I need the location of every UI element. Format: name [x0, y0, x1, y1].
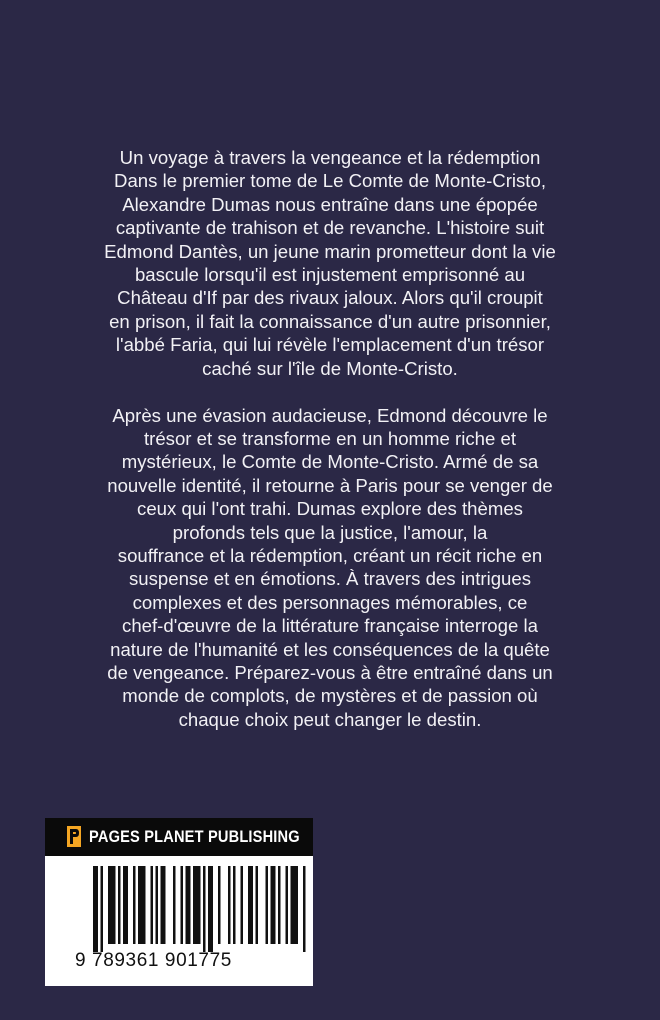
barcode-bar: [101, 866, 104, 952]
barcode-bar: [108, 866, 116, 944]
barcode-bar: [233, 866, 236, 944]
barcode-bar: [303, 866, 306, 952]
barcode-bars: [45, 856, 313, 956]
isbn-barcode: [45, 856, 313, 986]
barcode-bar: [271, 866, 276, 944]
blurb-line: nature de l'humanité et les conséquences de la quête: [110, 638, 550, 660]
blurb-line: chef-d'œuvre de la littérature française interroge la: [122, 615, 538, 637]
barcode-bar: [118, 866, 121, 944]
blurb-line: de vengeance. Préparez-vous à être entraîné dans un: [107, 662, 553, 684]
blurb-line: ceux qui l'ont trahi. Dumas explore des thèmes: [137, 498, 523, 520]
barcode-bar: [156, 866, 159, 944]
blurb-line: suspense et en émotions. À travers des intrigues: [128, 568, 532, 590]
blurb-line: nouvelle identité, il retourne à Paris pour se venger de: [107, 474, 553, 496]
blurb-line: caché sur l'île de Monte-Cristo.: [202, 357, 458, 379]
blurb-line: Château d'If par des rivaux jaloux. Alors qu'il croupit: [117, 287, 543, 309]
barcode-bar: [291, 866, 299, 944]
barcode-bar: [123, 866, 128, 944]
blurb-line: souffrance et la rédemption, créant un récit riche en: [117, 545, 543, 566]
barcode-bar: [151, 866, 154, 944]
blurb-line: en prison, il fait la connaissance d'un autre prisonnier,: [109, 310, 551, 332]
isbn-digits: 9 789361 901775: [75, 950, 232, 971]
blurb-paragraph-1: [60, 146, 600, 380]
blurb-line: trésor et se transforme en un homme riche et: [143, 427, 517, 449]
blurb-line: mystérieux, le Comte de Monte-Cristo. Armé de sa: [121, 451, 539, 473]
barcode-bar: [181, 866, 184, 944]
publisher-barcode-block: [45, 818, 313, 986]
blurb-line: chaque choix peut changer le destin.: [178, 708, 482, 730]
blurb-line: bascule lorsqu'il est injustement emprisonné au: [134, 264, 526, 286]
blurb-line: Un voyage à travers la vengeance et la rédemption: [119, 147, 541, 168]
barcode-bar: [138, 866, 146, 944]
book-blurb: [60, 146, 600, 731]
blurb-line: captivante de trahison et de revanche. L'histoire suit: [115, 217, 545, 239]
barcode-bar: [193, 866, 201, 944]
barcode-bar: [218, 866, 221, 944]
barcode-bar: [186, 866, 191, 944]
publisher-bar: [45, 818, 313, 856]
publisher-p-logo-icon: [67, 826, 81, 847]
barcode-bar: [228, 866, 231, 944]
barcode-bar: [266, 866, 269, 944]
blurb-line: Dans le premier tome de Le Comte de Monte-Cristo,: [114, 170, 546, 192]
barcode-bar: [248, 866, 253, 944]
blurb-line: profonds tels que la justice, l'amour, la: [172, 521, 488, 543]
barcode-bar: [286, 866, 289, 944]
barcode-bar: [241, 866, 244, 944]
blurb-line: complexes et des personnages mémorables, ce: [132, 591, 528, 613]
barcode-bar: [256, 866, 259, 944]
blurb-line: l'abbé Faria, qui lui révèle l'emplacement d'un trésor: [115, 334, 545, 356]
publisher-name: PAGES PLANET PUBLISHING: [89, 827, 300, 846]
blurb-paragraph-2: [60, 404, 600, 732]
barcode-bar: [203, 866, 206, 952]
barcode-bar: [93, 866, 98, 952]
barcode-bar: [278, 866, 281, 944]
barcode-bar: [133, 866, 136, 944]
barcode-bar: [208, 866, 213, 952]
barcode-bar: [161, 866, 166, 944]
blurb-line: Alexandre Dumas nous entraîne dans une épopée: [122, 193, 538, 215]
blurb-line: Edmond Dantès, un jeune marin prometteur dont la vie: [104, 240, 556, 262]
blurb-line: Après une évasion audacieuse, Edmond découvre le: [112, 404, 548, 426]
blurb-line: monde de complots, de mystères et de passion où: [122, 685, 538, 707]
barcode-bar: [173, 866, 176, 944]
